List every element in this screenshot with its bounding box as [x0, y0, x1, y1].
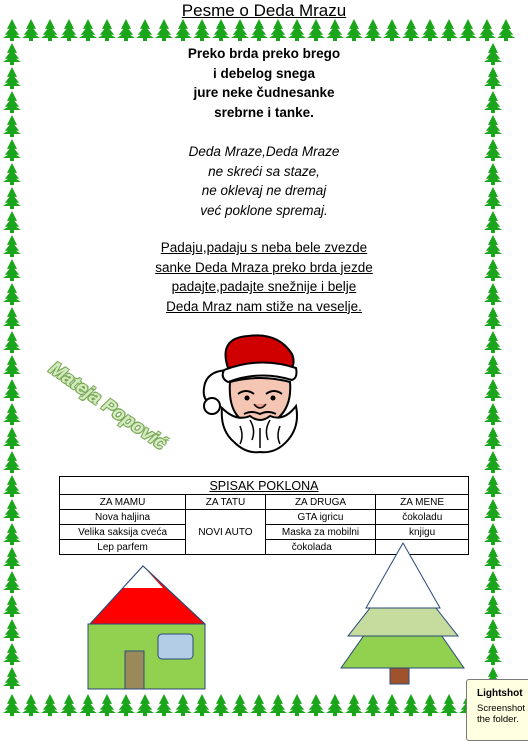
tree-trunk — [390, 668, 409, 684]
table-cell: Nova haljina — [60, 510, 186, 525]
house-door — [125, 651, 144, 689]
tooltip-line: the folder. — [477, 714, 519, 725]
verse-line: ne skreći sa staze, — [208, 163, 320, 179]
verse-line: padajte,padajte snežnije i belje — [171, 279, 357, 294]
verse-line: Preko brda preko brego — [187, 46, 341, 61]
column-header-mene: ZA MENE — [376, 495, 469, 510]
house-window — [158, 634, 193, 659]
tooltip-line: Screenshot — [477, 703, 526, 714]
tooltip-title: Lightshot — [477, 688, 523, 699]
table-cell: čokoladu — [376, 510, 469, 525]
lightshot-tooltip[interactable] — [466, 679, 528, 741]
verse-line: sanke Deda Mraza preko brda jezde — [155, 259, 373, 275]
table-title: SPISAK POKLONA — [60, 477, 469, 495]
verse-line: jure neke čudnesanke — [193, 85, 335, 100]
table-cell: Velika saksija cveća — [60, 525, 186, 540]
page-title: Pesme o Deda Mrazu — [181, 1, 347, 20]
verse-line: i debelog snega — [212, 65, 316, 81]
column-header-drug: ZA DRUGA — [265, 495, 375, 510]
table-cell: GTA igricu — [265, 510, 375, 525]
verse-line: Padaju,padaju s neba bele zvezde — [160, 240, 368, 255]
table-cell-tata: NOVI AUTO — [186, 510, 266, 555]
verse-line: srebrne i tanke. — [214, 104, 314, 120]
verse-line: Deda Mraz nam stiže na veselje. — [166, 298, 362, 314]
table-cell: knjigu — [376, 525, 469, 540]
table-cell: Maska za mobilni — [265, 525, 375, 540]
column-header-tata: ZA TATU — [186, 495, 266, 510]
verse-line: već poklone spremaj. — [200, 202, 328, 218]
verse-line: Deda Mraze,Deda Mraze — [188, 144, 340, 159]
column-header-mama: ZA MAMU — [60, 495, 186, 510]
verse-line: ne oklevaj ne dremaj — [201, 183, 327, 198]
house-roof-snow — [123, 566, 163, 588]
author-signature-wordart: Mateja Popović — [44, 358, 171, 455]
tree-top-tier — [366, 543, 440, 608]
table-cell: Lep parfem — [60, 540, 186, 555]
table-cell: čokolada — [265, 540, 375, 555]
